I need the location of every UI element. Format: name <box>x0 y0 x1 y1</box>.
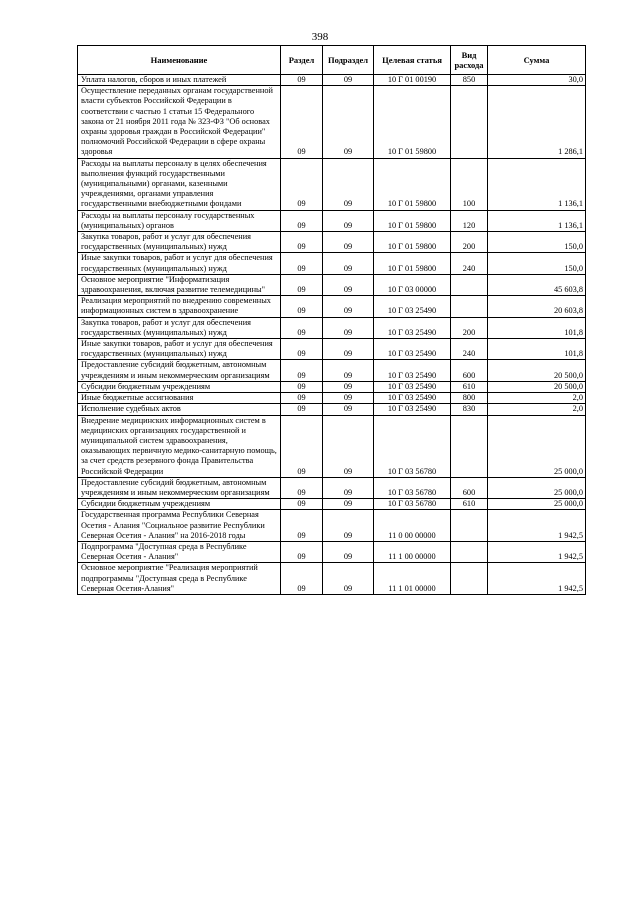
row-name: Подпрограмма "Доступная среда в Республике Северная Осетия - Алания" <box>78 541 281 562</box>
row-sum: 2,0 <box>488 404 586 415</box>
row-sum: 25 000,0 <box>488 477 586 498</box>
table-row <box>78 541 586 562</box>
row-target: 11 0 00 00000 <box>374 510 451 542</box>
row-subsection: 09 <box>323 381 374 392</box>
header-subsection: Подраздел <box>323 46 374 75</box>
row-sum: 20 603,8 <box>488 296 586 317</box>
row-sum: 1 136,1 <box>488 210 586 231</box>
table-row <box>78 381 586 392</box>
row-target: 10 Г 03 25490 <box>374 317 451 338</box>
row-kind <box>451 415 488 477</box>
row-sum: 30,0 <box>488 75 586 86</box>
row-name: Закупка товаров, работ и услуг для обеспечения государственных (муниципальных) нужд <box>78 317 281 338</box>
row-name: Расходы на выплаты персоналу в целях обеспечения выполнения функций государственными (муниципальными) органами, казенными учреждениями, органами управления государственными внебюджетными фондами <box>78 158 281 210</box>
row-kind <box>451 510 488 542</box>
row-subsection: 09 <box>323 232 374 253</box>
row-subsection: 09 <box>323 415 374 477</box>
row-kind: 200 <box>451 317 488 338</box>
row-sum: 45 603,8 <box>488 274 586 295</box>
row-section: 09 <box>281 296 323 317</box>
row-kind: 610 <box>451 499 488 510</box>
row-name: Закупка товаров, работ и услуг для обеспечения государственных (муниципальных) нужд <box>78 232 281 253</box>
row-subsection: 09 <box>323 477 374 498</box>
table-row <box>78 339 586 360</box>
budget-table <box>77 45 586 595</box>
row-target: 10 Г 03 25490 <box>374 381 451 392</box>
row-kind: 200 <box>451 232 488 253</box>
row-target: 10 Г 01 59800 <box>374 86 451 158</box>
header-target: Целевая статья <box>374 46 451 75</box>
row-section: 09 <box>281 477 323 498</box>
row-name: Осуществление переданных органам государственной власти субъектов Российской Федерации в соответствии с частью 1 статьи 15 Федерального закона от 21 ноября 2011 года № 323-ФЗ "Об основах охраны здоровья граждан в Российской Федерации" полномочий Российской Федерации в сфере охраны здоровья <box>78 86 281 158</box>
row-section: 09 <box>281 317 323 338</box>
row-target: 10 Г 03 25490 <box>374 404 451 415</box>
row-subsection: 09 <box>323 404 374 415</box>
table-row <box>78 563 586 595</box>
row-section: 09 <box>281 158 323 210</box>
row-subsection: 09 <box>323 158 374 210</box>
table-row <box>78 415 586 477</box>
row-subsection: 09 <box>323 339 374 360</box>
row-target: 10 Г 03 25490 <box>374 339 451 360</box>
row-name: Предоставление субсидий бюджетным, автономным учреждениям и иным некоммерческим организациям <box>78 477 281 498</box>
table-row <box>78 477 586 498</box>
row-kind <box>451 274 488 295</box>
row-target: 11 1 01 00000 <box>374 563 451 595</box>
row-section: 09 <box>281 253 323 274</box>
row-target: 10 Г 01 00190 <box>374 75 451 86</box>
row-kind: 100 <box>451 158 488 210</box>
row-section: 09 <box>281 232 323 253</box>
row-subsection: 09 <box>323 317 374 338</box>
row-subsection: 09 <box>323 296 374 317</box>
table-row <box>78 296 586 317</box>
row-section: 09 <box>281 360 323 381</box>
row-target: 10 Г 01 59800 <box>374 210 451 231</box>
row-target: 10 Г 03 25490 <box>374 296 451 317</box>
row-name: Уплата налогов, сборов и иных платежей <box>78 75 281 86</box>
row-sum: 25 000,0 <box>488 499 586 510</box>
row-name: Государственная программа Республики Северная Осетия - Алания "Социальное развитие Республики Северная Осетия - Алания" на 2016-2018 годы <box>78 510 281 542</box>
table-row <box>78 360 586 381</box>
row-name: Расходы на выплаты персоналу государственных (муниципальных) органов <box>78 210 281 231</box>
row-sum: 2,0 <box>488 393 586 404</box>
row-section: 09 <box>281 541 323 562</box>
row-subsection: 09 <box>323 210 374 231</box>
header-sum: Сумма <box>488 46 586 75</box>
row-sum: 1 136,1 <box>488 158 586 210</box>
row-section: 09 <box>281 415 323 477</box>
row-sum: 1 942,5 <box>488 563 586 595</box>
row-section: 09 <box>281 86 323 158</box>
table-row <box>78 317 586 338</box>
row-sum: 1 942,5 <box>488 541 586 562</box>
row-name: Исполнение судебных актов <box>78 404 281 415</box>
row-subsection: 09 <box>323 274 374 295</box>
row-name: Предоставление субсидий бюджетным, автономным учреждениям и иным некоммерческим организациям <box>78 360 281 381</box>
table-row <box>78 86 586 158</box>
row-name: Субсидии бюджетным учреждениям <box>78 499 281 510</box>
row-sum: 150,0 <box>488 253 586 274</box>
row-kind <box>451 563 488 595</box>
row-name: Основное мероприятие "Информатизация здравоохранения, включая развитие телемедицины" <box>78 274 281 295</box>
row-sum: 20 500,0 <box>488 381 586 392</box>
row-target: 10 Г 03 25490 <box>374 393 451 404</box>
row-sum: 101,8 <box>488 339 586 360</box>
row-target: 10 Г 03 56780 <box>374 415 451 477</box>
table-body <box>78 75 586 595</box>
row-target: 10 Г 01 59800 <box>374 253 451 274</box>
row-section: 09 <box>281 499 323 510</box>
row-subsection: 09 <box>323 75 374 86</box>
row-kind <box>451 86 488 158</box>
row-sum: 1 286,1 <box>488 86 586 158</box>
row-section: 09 <box>281 404 323 415</box>
row-kind <box>451 296 488 317</box>
row-target: 10 Г 03 00000 <box>374 274 451 295</box>
table-row <box>78 274 586 295</box>
header-name: Наименование <box>78 46 281 75</box>
row-section: 09 <box>281 381 323 392</box>
table-row <box>78 158 586 210</box>
row-kind: 800 <box>451 393 488 404</box>
row-name: Иные бюджетные ассигнования <box>78 393 281 404</box>
row-kind <box>451 541 488 562</box>
row-section: 09 <box>281 563 323 595</box>
row-subsection: 09 <box>323 563 374 595</box>
row-kind: 830 <box>451 404 488 415</box>
row-subsection: 09 <box>323 86 374 158</box>
row-sum: 25 000,0 <box>488 415 586 477</box>
row-target: 10 Г 03 56780 <box>374 499 451 510</box>
header-kind: Вид расхода <box>451 46 488 75</box>
row-subsection: 09 <box>323 541 374 562</box>
page-number: 398 <box>311 31 329 43</box>
row-section: 09 <box>281 75 323 86</box>
row-sum: 1 942,5 <box>488 510 586 542</box>
row-name: Реализация мероприятий по внедрению современных информационных систем в здравоохранение <box>78 296 281 317</box>
row-sum: 20 500,0 <box>488 360 586 381</box>
row-name: Основное мероприятие "Реализация мероприятий подпрограммы "Доступная среда в Республике Северная Осетия-Алания" <box>78 563 281 595</box>
row-kind: 850 <box>451 75 488 86</box>
table-row <box>78 404 586 415</box>
table-row <box>78 499 586 510</box>
table-row <box>78 393 586 404</box>
row-target: 10 Г 01 59800 <box>374 158 451 210</box>
row-section: 09 <box>281 274 323 295</box>
table-row <box>78 510 586 542</box>
row-subsection: 09 <box>323 499 374 510</box>
row-kind: 600 <box>451 360 488 381</box>
row-subsection: 09 <box>323 253 374 274</box>
row-name: Субсидии бюджетным учреждениям <box>78 381 281 392</box>
row-section: 09 <box>281 210 323 231</box>
row-sum: 101,8 <box>488 317 586 338</box>
row-subsection: 09 <box>323 393 374 404</box>
row-section: 09 <box>281 393 323 404</box>
row-section: 09 <box>281 339 323 360</box>
row-target: 10 Г 03 56780 <box>374 477 451 498</box>
row-kind: 120 <box>451 210 488 231</box>
row-target: 11 1 00 00000 <box>374 541 451 562</box>
row-name: Иные закупки товаров, работ и услуг для обеспечения государственных (муниципальных) нужд <box>78 253 281 274</box>
table-row <box>78 210 586 231</box>
row-kind: 240 <box>451 339 488 360</box>
row-section: 09 <box>281 510 323 542</box>
header-section: Раздел <box>281 46 323 75</box>
table-row <box>78 232 586 253</box>
row-name: Иные закупки товаров, работ и услуг для обеспечения государственных (муниципальных) нужд <box>78 339 281 360</box>
row-name: Внедрение медицинских информационных систем в медицинских организациях государственной и муниципальной систем здравоохранения, оказывающих первичную медико-санитарную помощь, за счет средств резервного фонда Правительства Российской Федерации <box>78 415 281 477</box>
row-kind: 610 <box>451 381 488 392</box>
table-row <box>78 75 586 86</box>
row-subsection: 09 <box>323 510 374 542</box>
row-target: 10 Г 01 59800 <box>374 232 451 253</box>
row-subsection: 09 <box>323 360 374 381</box>
row-target: 10 Г 03 25490 <box>374 360 451 381</box>
row-kind: 240 <box>451 253 488 274</box>
table-header <box>78 46 586 75</box>
row-sum: 150,0 <box>488 232 586 253</box>
table-row <box>78 253 586 274</box>
row-kind: 600 <box>451 477 488 498</box>
